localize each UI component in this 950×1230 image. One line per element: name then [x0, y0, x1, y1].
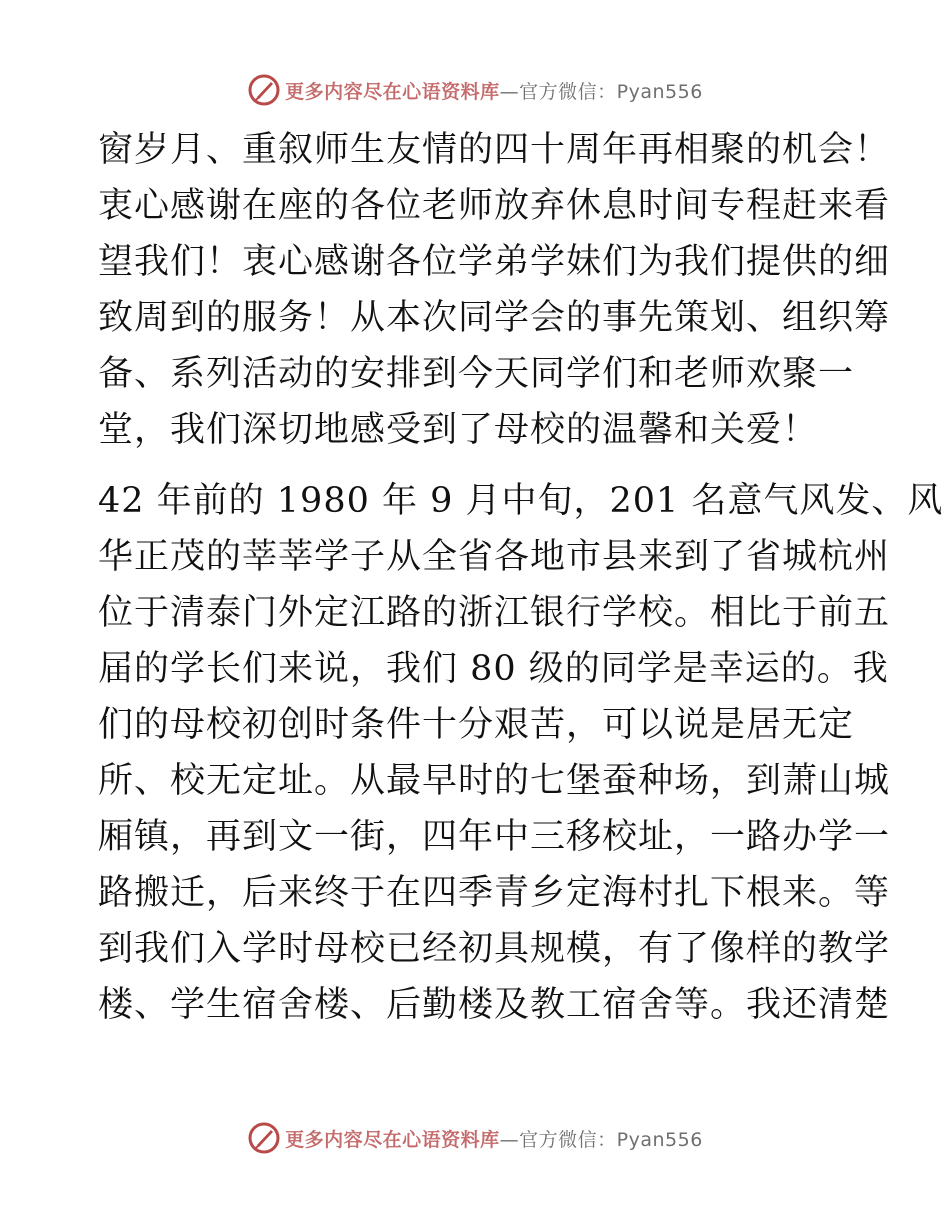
text-line: 望我们！衷心感谢各位学弟学妹们为我们提供的细: [98, 242, 891, 282]
text-line: 们的母校初创时条件十分艰苦，可以说是居无定: [98, 705, 855, 745]
text-line: 位于清泰门外定江路的浙江银行学校。相比于前五: [98, 593, 891, 633]
text-line: 备、系列活动的安排到今天同学们和老师欢聚一: [98, 354, 855, 394]
text-line: 所、校无定址。从最早时的七堡蚕种场，到萧山城: [98, 761, 891, 801]
text-line: 厢镇，再到文一街，四年中三移校址，一路办学一: [98, 817, 891, 857]
document-body: [98, 122, 944, 1033]
paragraph-2: [98, 473, 944, 1033]
quill-logo-icon: [247, 73, 281, 107]
text-line: 到我们入学时母校已经初具规模，有了像样的教学: [98, 929, 891, 969]
footer-banner-contact: —官方微信：Pyan556: [499, 1128, 703, 1151]
text-line: 楼、学生宿舍楼、后勤楼及教工宿舍等。我还清楚: [98, 985, 891, 1025]
paragraph-1: [98, 122, 891, 458]
text-line: 42 年前的 1980 年 9 月中旬，201 名意气风发、风: [98, 481, 944, 521]
paragraph-gap: [98, 458, 858, 473]
text-line: 致周到的服务！从本次同学会的事先策划、组织筹: [98, 298, 891, 338]
footer-banner: [0, 1118, 950, 1158]
text-line: 衷心感谢在座的各位老师放弃休息时间专程赶来看: [98, 186, 891, 226]
text-line: 届的学长们来说，我们 80 级的同学是幸运的。我: [98, 649, 889, 689]
text-line: 堂，我们深切地感受到了母校的温馨和关爱！: [98, 410, 819, 450]
header-banner: [0, 70, 950, 110]
text-line: 路搬迁，后来终于在四季青乡定海村扎下根来。等: [98, 873, 891, 913]
text-line: 窗岁月、重叙师生友情的四十周年再相聚的机会！: [98, 130, 891, 170]
header-banner-title: 更多内容尽在心语资料库: [285, 80, 500, 103]
header-banner-contact: —官方微信：Pyan556: [499, 80, 703, 103]
footer-banner-title: 更多内容尽在心语资料库: [285, 1128, 500, 1151]
text-line: 华正茂的莘莘学子从全省各地市县来到了省城杭州: [98, 537, 891, 577]
quill-logo-icon: [247, 1121, 281, 1155]
